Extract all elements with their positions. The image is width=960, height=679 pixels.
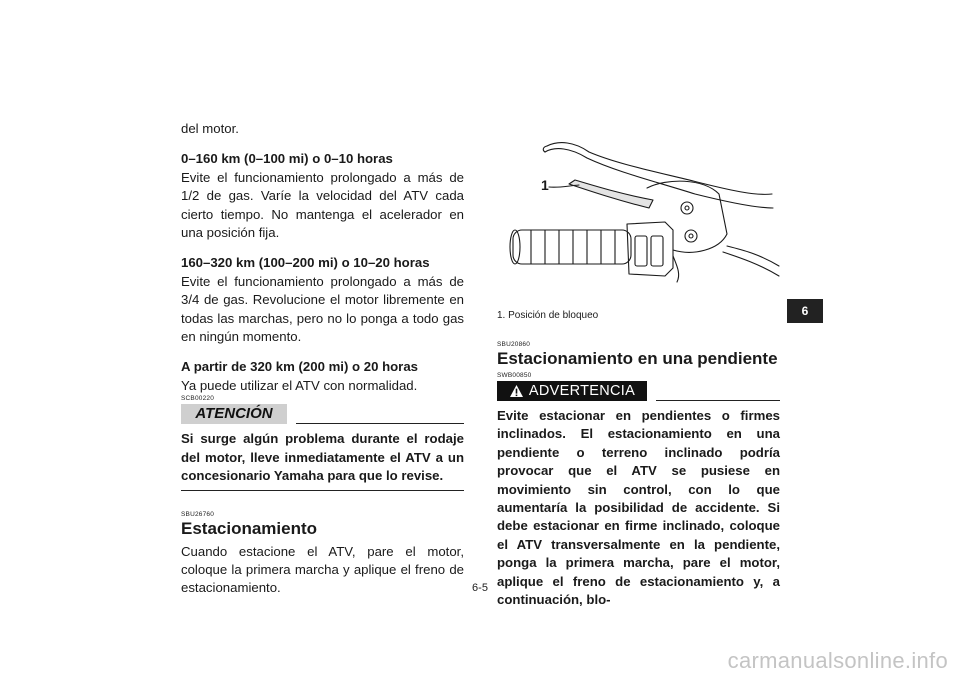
parking-section-code: SBU26760 — [181, 510, 215, 518]
break-in-stage-2-title: 160–320 km (100–200 mi) o 10–20 horas — [181, 255, 430, 271]
break-in-stage-3-title: A partir de 320 km (200 mi) o 20 horas — [181, 359, 418, 375]
slope-section-title: Estacionamiento en una pendiente — [497, 349, 778, 368]
figure-callout: 1 — [541, 177, 549, 193]
intro-text: del motor. — [181, 121, 239, 136]
break-in-stage-1-title: 0–160 km (0–100 mi) o 0–10 horas — [181, 151, 393, 167]
chapter-tab: 6 — [787, 299, 823, 323]
break-in-stage-2-text: Evite el funcionamiento prolongado a más de 3/4 de gas. Revolucione el motor libremente en todas las marchas, pero no lo ponga a todo gas en ningún momento. — [181, 273, 464, 345]
break-in-stage-1-text: Evite el funcionamiento prolongado a más de 1/2 de gas. Varíe la velocidad del ATV cada cierto tiempo. No mantenga el acelerador en una posición fija. — [181, 169, 464, 241]
warning-text: Evite estacionar en pendientes o firmes inclinados. El estacionamiento en una pendiente o terreno inclinado podría provocar que el ATV se pusiese en movimiento sin control, con lo que aumentaría la posibilidad de accidente. Si debe estacionar en firme inclinado, coloque el ATV transversalmente en la pendiente, ponga la primera marcha, pare el motor, aplique el freno de estacionamiento y, a continuación, blo- — [497, 408, 780, 608]
attention-code: SCB00220 — [181, 395, 215, 403]
warning-header — [497, 381, 780, 403]
brake-lever-figure — [497, 138, 780, 298]
attention-text: Si surge algún problema durante el rodaje del motor, lleve inmediatamente el ATV a un concesionario Yamaha para que lo revise. — [181, 430, 464, 490]
slope-section-code: SBU20860 — [497, 341, 531, 348]
left-column — [181, 120, 464, 598]
warning-label: ADVERTENCIA — [528, 383, 636, 399]
figure-caption: 1. Posición de bloqueo — [497, 310, 599, 321]
watermark: carmanualsonline.info — [727, 648, 948, 673]
warning-label-box — [497, 381, 647, 401]
attention-header — [181, 404, 464, 426]
attention-label: ATENCIÓN — [181, 404, 287, 424]
attention-rule — [296, 423, 464, 424]
warning-rule — [656, 400, 780, 401]
warning-code: SWB00850 — [497, 372, 532, 379]
handlebar-illustration — [497, 138, 780, 298]
break-in-stage-3-text: Ya puede utilizar el ATV con normalidad. — [181, 377, 418, 393]
warning-triangle-icon — [509, 384, 524, 398]
page-number: 6-5 — [472, 582, 488, 594]
parking-section-text: Cuando estacione el ATV, pare el motor, coloque la primera marcha y aplique el freno de estacionamiento. — [181, 543, 464, 596]
parking-section-title: Estacionamiento — [181, 518, 318, 538]
